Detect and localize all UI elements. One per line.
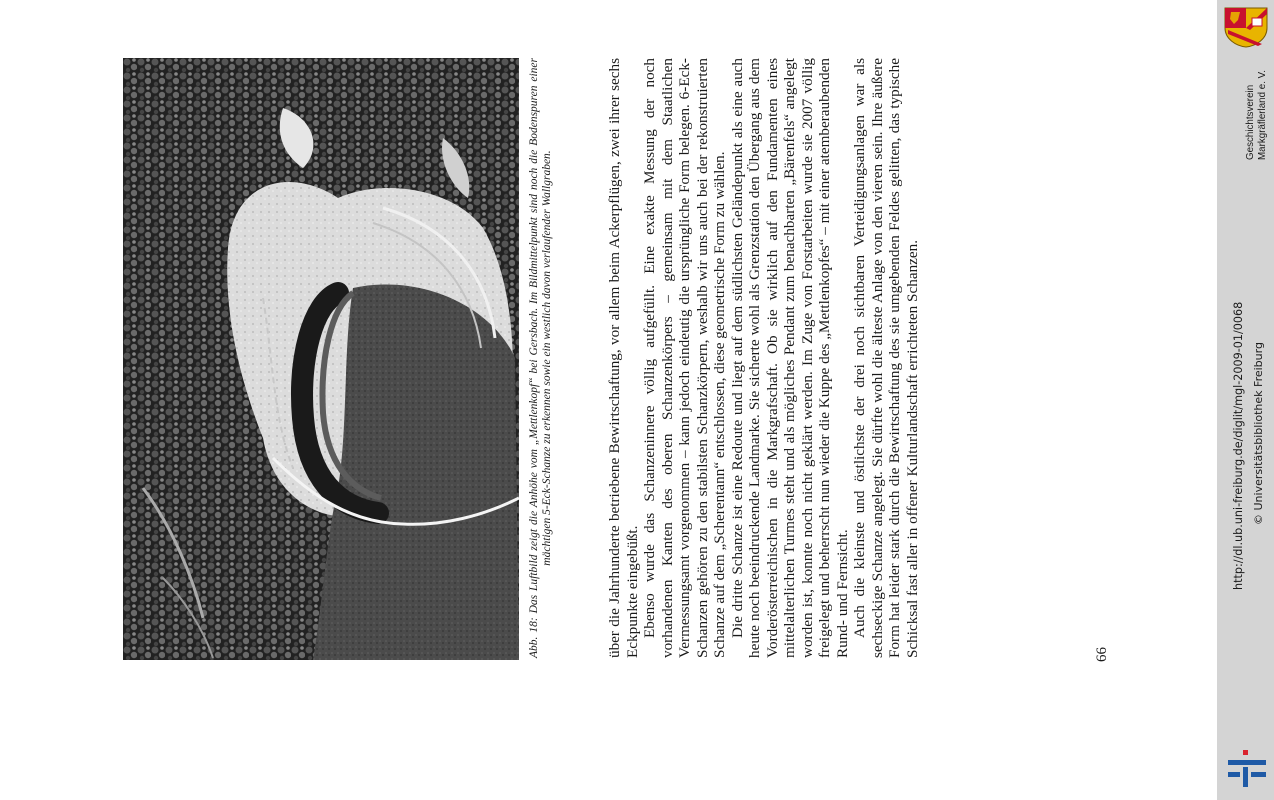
ub-freiburg-logo-icon — [1225, 748, 1269, 790]
library-copyright: © Universitätsbibliothek Freiburg — [1252, 342, 1265, 525]
source-url-link[interactable]: http://dl.ub.uni-freiburg.de/diglit/mgl-2009-01/0068 — [1232, 301, 1245, 590]
body-paragraph: über die Jahrhunderte betriebene Bewirtschaftung, vor allem beim Ackerpflügen, zwei ihrer sechs Eckpunkte eingebüßt. — [606, 58, 641, 658]
body-paragraph: Ebenso wurde das Schanzeninnere völlig aufgefüllt. Eine exakte Messung der noch vorhandenen Kanten des oberen Schanzenkörpers – gemeinsam mit dem Staatlichen Vermessungsamt vorgenommen – kann jedoch eindeutig die ursprüngliche Form belegen. 6-Eck-Schanzen gehören zu den stabilsten Schanzkörpern, weshalb wir uns auch bei der rekonstruierten Schanze auf dem „Scherentann“ entschlossen, diese geometrische Form zu wählen. — [641, 58, 728, 658]
body-text — [606, 58, 921, 658]
body-paragraph: Die dritte Schanze ist eine Redoute und liegt auf dem südlichsten Geländepunkt als eine auch heute noch beeindruckende Landmarke. Sie sicherte wohl als Grenzstation den Übergang aus dem Vorderösterreichischen in die Markgrafschaft. Ob sie wirklich auf den Fundamenten eines mittelalterlichen Turmes steht und als mögliches Pendant zum benachbarten „Bärenfels“ angelegt worden ist, konnte noch nicht geklärt werden. Im Zuge von Forstarbeiten wurde sie 2007 völlig freigelegt und beherrscht nun wieder die Kuppe des „Mettlenkopfes“ – mit einer atemberaubenden Rund- und Fernsicht. — [728, 58, 851, 658]
body-paragraph: Auch die kleinste und östlichste der drei noch sichtbaren Verteidigungsanlagen war als sechseckige Schanze angelegt. Sie dürfte wohl die älteste Anlage von den vieren sein. Ihre äußere Form hat leider stark durch die Bewirtschaftung des sie umgebenden Feldes gelitten, das typische Schicksal fast aller in offener Kulturlandschaft errichteten Schanzen. — [851, 58, 921, 658]
society-line: Markgräflerland e. V. — [1256, 69, 1268, 160]
aerial-photo — [123, 58, 519, 660]
society-line: Geschichtsverein — [1245, 84, 1256, 160]
page-number: 66 — [1094, 647, 1110, 662]
society-name — [1245, 70, 1268, 160]
coat-of-arms-icon — [1222, 6, 1270, 48]
figure-caption: Abb. 18: Das Luftbild zeigt die Anhöhe vom „Mettlenkopf“ bei Gersbach. Im Bildmittelpunkt sind noch die Bodenspuren einer mächtigen 5-Eck-Schanze zu erkennen sowie ein westlich davon verlaufender Wallgraben. — [528, 58, 554, 658]
